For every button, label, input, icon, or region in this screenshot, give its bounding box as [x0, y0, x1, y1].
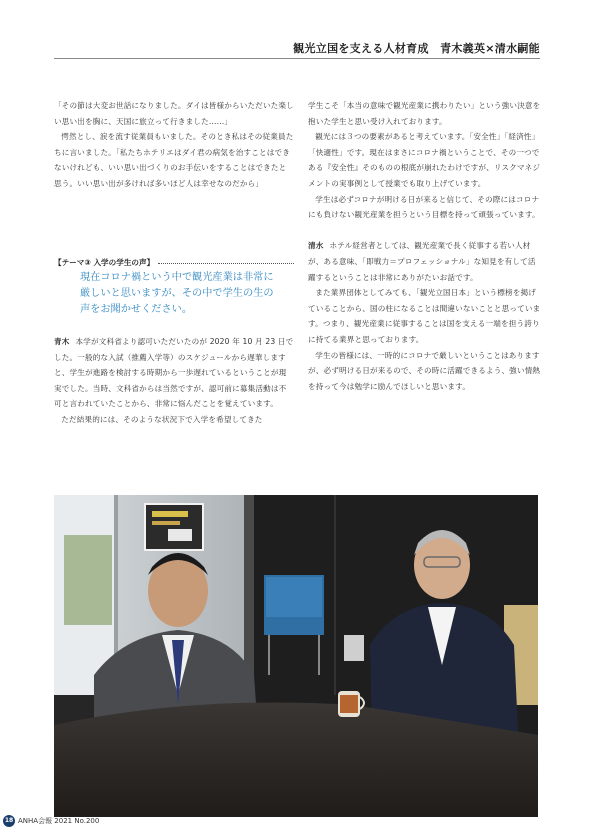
interview-photo [54, 495, 538, 817]
dotted-leader [158, 263, 294, 264]
publication-name: ANHA会報 2021 No.200 [18, 817, 100, 825]
paragraph: また業界団体としてみても、「観光立国日本」という標榜を掲げていることから、国の柱になることは間違いないことと思っています。つまり、観光産業に従事することは国を支える一端を担う誇りに持てる業界と思っております。 [308, 288, 541, 344]
page-footer [3, 815, 99, 827]
paragraph: 学生の皆様には、一時的にコロナで厳しいということはありますが、必ず明ける日が来るので、その時に活躍できるよう、強い情熱を持って今は勉学に励んでほしいと思います。 [308, 350, 541, 391]
paragraph: 愕然とし、涙を流す従業員もいました。そのとき私はその従業員たちに言いました。「私たちホテリエはダイ君の病気を治すことはできないけれども、いい思い出づくりのお手伝いをすることはできたと思う。いい思い出が多ければ多いほど人は幸せなのだから」 [54, 132, 294, 188]
paragraph [308, 238, 542, 285]
speaker-name: 青木 [54, 337, 70, 346]
paragraph-text: ホテル経営者としては、観光産業で長く従事する若い人材が、ある意味、「即戦力＝プロフェッショナル」な知見を有して活躍するということは非常にありがたいお話です。 [308, 241, 536, 282]
header-rule [54, 58, 540, 59]
spacer [308, 223, 542, 239]
left-column-top [54, 98, 294, 192]
theme-heading-label: 【テーマ③ 入学の学生の声】 [54, 258, 155, 267]
paragraph: ただ結果的には、そのような状況下で入学を希望してきた [61, 414, 263, 424]
running-header: 観光立国を支える人材育成 青木義英×清水嗣能 [293, 42, 540, 55]
theme-heading [54, 257, 294, 268]
speaker-name: 清水 [308, 241, 324, 251]
paragraph: 「その節は大変お世話になりました。ダイは皆様からいただいた楽しい思い出を胸に、天国に旅立って行きました……」 [54, 101, 294, 126]
photo-illustration [54, 495, 538, 817]
paragraph: 観光には３つの要素があると考えています。「安全性」「経済性」「快適性」です。現在はまさにコロナ禍ということで、その一つである『安全性』そのものの根底が崩れたわけですが、リスクマネジメントの実事例として授業でも取り上げています。 [308, 132, 541, 188]
right-column [308, 98, 542, 394]
paragraph: 学生こそ「本当の意味で観光産業に携わりたい」という強い決意を抱いた学生と思い受け入れております。 [308, 101, 541, 126]
theme-question: 現在コロナ禍という中で観光産業は非常に厳しいと思いますが、その中で学生の生の声をお聞かせください。 [80, 272, 274, 315]
paragraph-text: 本学が文科省より認可いただいたのが 2020 年 10 月 23 日でした。一般的な入試（推薦入学等）のスケジュールから遅華しますと、学生が進路を検討する時期から一歩遅れているということが現実でした。当時、文科省からは当然ですが、認可前に募集活動は不可と言われていたことから、非常に悩んだことを覚えています。 [54, 337, 294, 409]
page-number-badge: 18 [3, 815, 15, 827]
left-column-bottom [54, 334, 294, 428]
paragraph [54, 334, 294, 412]
paragraph: 学生は必ずコロナが明ける日が来ると信じて、その際にはコロナにも負けない観光産業を担うという目標を持って頑張っています。 [308, 194, 540, 220]
